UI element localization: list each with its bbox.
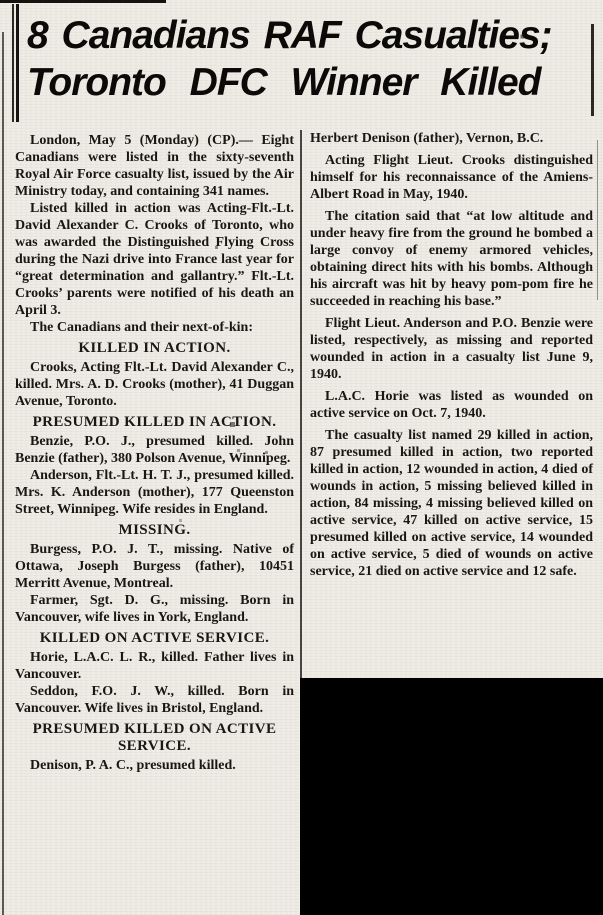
- headline-line-1: 8 Canadians RAF Casualties;: [27, 14, 552, 57]
- headline-left-rule-inner: [16, 4, 19, 122]
- section-heading-killed-in-action: KILLED IN ACTION.: [78, 340, 231, 356]
- paragraph: L.A.C. Horie was listed as wounded on active service on Oct. 7, 1940.: [310, 389, 593, 421]
- page-right-rule: [597, 140, 598, 300]
- section-heading-presumed-killed-active-service: PRESUMED KILLED ON ACTIVE SERVICE.: [32, 721, 277, 754]
- paragraph: Burgess, P.O. J. T., missing. Native of Ottawa, Joseph Burgess (father), 10451 Merritt Avenue, Montreal.: [15, 542, 294, 591]
- paragraph: Seddon, F.O. J. W., killed. Born in Vancouver. Wife lives in Bristol, England.: [15, 684, 294, 716]
- paragraph: Listed killed in action was Acting-Flt.-Lt. David Alexander C. Crooks of Toronto, who was awarded the Distinguished Flying Cross during the Nazi drive into France last year for “great determination and gallantry.” Flt.-Lt. Crooks’ parents were notified of his death an April 3.: [15, 201, 294, 318]
- column-right: [310, 130, 593, 585]
- section-heading-presumed-killed: PRESUMED KILLED IN ACTION.: [32, 414, 277, 430]
- redaction-block: [300, 678, 603, 915]
- headline-divider: [0, 0, 166, 3]
- headline-left-rule-outer: [12, 4, 14, 122]
- paragraph: Anderson, Flt.-Lt. H. T. J., presumed killed. Mrs. K. Anderson (mother), 177 Queenston Street, Winnipeg. Wife resides in England.: [15, 468, 294, 517]
- paragraph: Benzie, P.O. J., presumed killed. John Benzie (father), 380 Polson Avenue, Winnipeg.: [15, 434, 294, 466]
- headline-line-2: Toronto DFC Winner Killed: [27, 61, 541, 104]
- paragraph-dateline: London, May 5 (Monday) (CP).— Eight Canadians were listed in the sixty-seventh Royal Air Force casualty list, issued by the Air Ministry today, and containing 341 names.: [15, 133, 294, 199]
- paragraph-casualty-totals: The casualty list named 29 killed in action, 87 presumed killed in action, two reported killed in action, 12 wounded in action, 4 died of wounds in action, 5 missing believed killed in action, 84 missing, 4 missing believed killed on active service, 47 killed on active service, 15 presumed killed on active service, 14 wounded on active service, 5 died of wounds on active service, 21 died on active service and 12 safe.: [310, 428, 593, 579]
- section-heading-killed-active-service: KILLED ON ACTIVE SERVICE.: [39, 630, 270, 646]
- print-specks: [0, 0, 1, 1]
- section-heading-missing: MISSING.: [118, 522, 191, 538]
- paragraph-citation: The citation said that “at low altitude and under heavy fire from the ground he bombed a large convoy of enemy armored vehicles, obtaining direct hits with his bombs. Although his aircraft was hit by heavy pom-pom fire he succeeded in reaching his base.”: [310, 209, 593, 309]
- paragraph: The Canadians and their next-of-kin:: [30, 320, 254, 335]
- headline-right-rule: [591, 24, 594, 116]
- paragraph: Flight Lieut. Anderson and P.O. Benzie were listed, respectively, as missing and reported wounded in action in a casualty list June 9, 1940.: [310, 316, 593, 382]
- paragraph: Denison, P. A. C., presumed killed.: [30, 758, 236, 773]
- column-divider: [300, 130, 302, 678]
- headline: [27, 12, 587, 106]
- column-left: [15, 132, 294, 774]
- paragraph: Horie, L.A.C. L. R., killed. Father lives in Vancouver.: [15, 650, 294, 682]
- paragraph: Acting Flight Lieut. Crooks distinguished himself for his reconnaissance of the Amiens-Albert Road in May, 1940.: [310, 153, 593, 202]
- paragraph: Crooks, Acting Flt.-Lt. David Alexander C., killed. Mrs. A. D. Crooks (mother), 41 Duggan Avenue, Toronto.: [15, 360, 294, 409]
- page-left-rule: [2, 32, 4, 915]
- paragraph: Farmer, Sgt. D. G., missing. Born in Vancouver, wife lives in York, England.: [15, 593, 294, 625]
- paragraph-continuation: Herbert Denison (father), Vernon, B.C.: [310, 131, 544, 146]
